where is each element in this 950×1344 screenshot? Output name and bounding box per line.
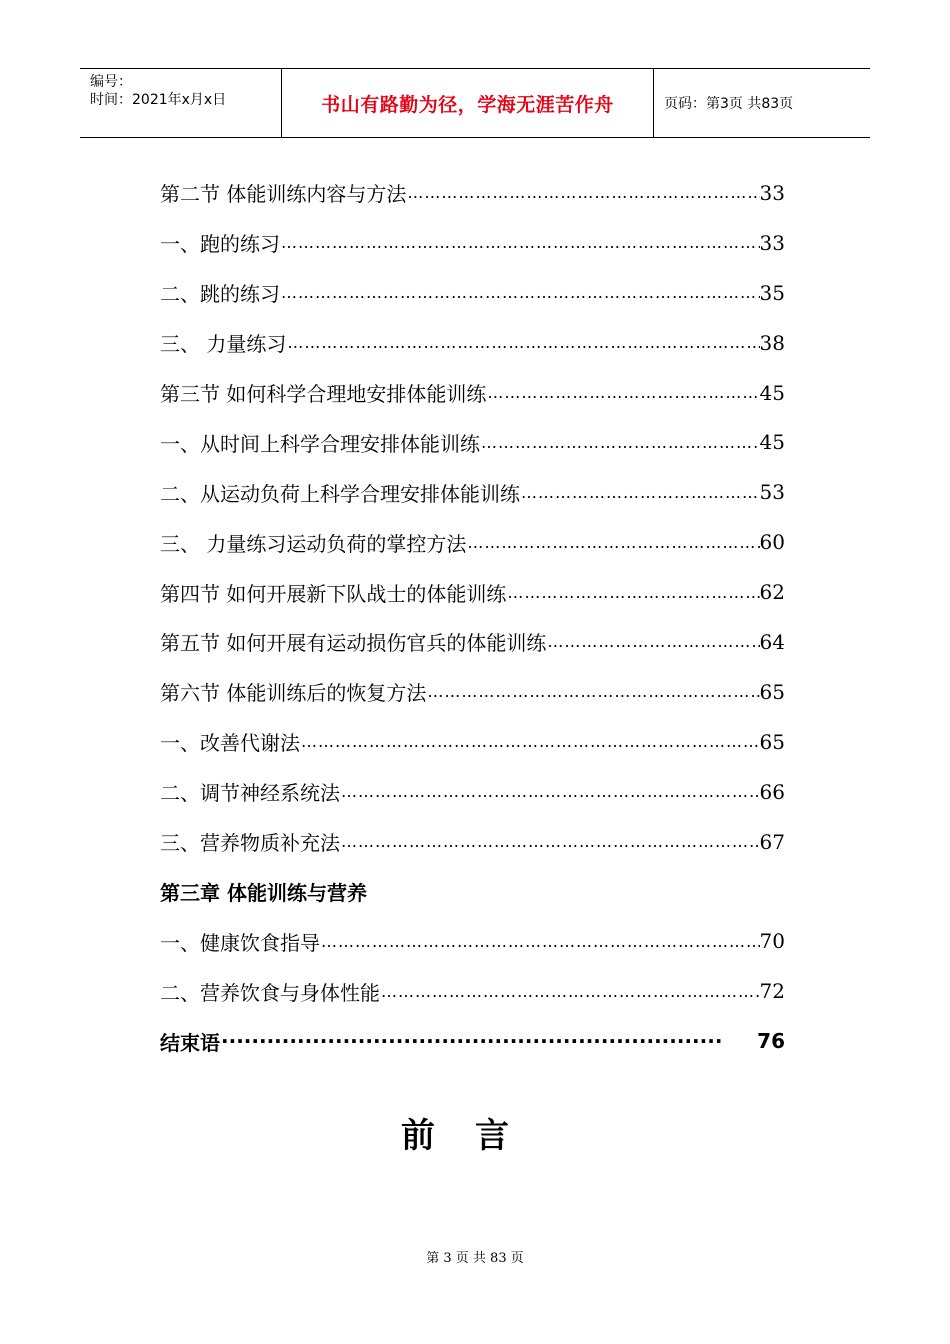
toc-entry-title: 第五节 如何开展有运动损伤官兵的体能训练 bbox=[160, 631, 547, 656]
toc-entry-page: 35 bbox=[759, 280, 785, 305]
toc-leader-dots bbox=[486, 383, 759, 402]
toc-entry-title: 二、营养饮食与身体性能 bbox=[160, 980, 380, 1005]
toc-entry-page: 65 bbox=[759, 729, 785, 754]
toc-leader-dots bbox=[280, 283, 760, 302]
page-info-text: 页码：第3页 共83页 bbox=[664, 96, 794, 112]
toc-entry[interactable] bbox=[160, 966, 785, 1016]
toc-entry-title: 二、跳的练习 bbox=[160, 282, 280, 307]
toc-leader-dots bbox=[340, 782, 760, 801]
motto-text: 书山有路勤为径，学海无涯苦作舟 bbox=[321, 93, 614, 116]
toc-entry-page: 53 bbox=[759, 480, 785, 505]
toc-leader-dots bbox=[320, 932, 760, 951]
toc-entry[interactable] bbox=[160, 717, 785, 767]
toc-leader-dots bbox=[300, 732, 760, 751]
toc-entry-page: 64 bbox=[759, 629, 785, 654]
toc-entry[interactable] bbox=[160, 318, 785, 368]
toc-entry-title: 第三节 如何科学合理地安排体能训练 bbox=[160, 382, 487, 406]
toc-entry[interactable] bbox=[160, 1016, 785, 1066]
toc-entry-title: 第六节 体能训练后的恢复方法 bbox=[160, 681, 427, 706]
toc-entry[interactable] bbox=[160, 417, 785, 467]
preface-title: 前言 bbox=[401, 1116, 549, 1156]
header-motto-cell bbox=[282, 69, 654, 137]
toc-leader-dots bbox=[506, 583, 759, 602]
toc-entry-page: 38 bbox=[759, 330, 785, 355]
toc-entry-title: 结束语 bbox=[160, 1030, 220, 1055]
toc-entry-title: 第三章 体能训练与营养 bbox=[160, 880, 367, 905]
toc-entry-title: 一、改善代谢法 bbox=[160, 731, 300, 756]
toc-entry-page: 33 bbox=[759, 180, 785, 205]
toc-leader-dots bbox=[380, 982, 760, 1001]
toc-leader-dots bbox=[520, 483, 760, 502]
toc-entry[interactable] bbox=[160, 368, 785, 418]
toc-entry[interactable] bbox=[160, 667, 785, 717]
toc-entry-page: 66 bbox=[759, 779, 785, 804]
toc-entry[interactable] bbox=[160, 866, 785, 916]
toc-entry-page: 33 bbox=[759, 230, 785, 255]
toc-entry-title: 一、健康饮食指导 bbox=[160, 930, 320, 955]
toc-entry-title: 一、从时间上科学合理安排体能训练 bbox=[160, 431, 480, 456]
time-label: 时间：2021年x月x日 bbox=[90, 92, 227, 108]
toc-entry-title: 二、从运动负荷上科学合理安排体能训练 bbox=[160, 481, 520, 506]
toc-entry-title: 一、跑的练习 bbox=[160, 232, 280, 257]
toc-entry-title: 三、 力量练习 bbox=[160, 332, 287, 357]
toc-leader-dots bbox=[406, 183, 759, 202]
toc-entry[interactable] bbox=[160, 218, 785, 268]
toc-entry-title: 二、调节神经系统法 bbox=[160, 781, 340, 806]
toc-entry[interactable] bbox=[160, 168, 785, 218]
toc-leader-dots bbox=[280, 233, 760, 252]
header-meta bbox=[80, 69, 282, 137]
toc-leader-dots bbox=[426, 682, 759, 701]
toc-entry[interactable] bbox=[160, 467, 785, 517]
toc-entry-page: 45 bbox=[759, 430, 785, 455]
toc-entry-page: 72 bbox=[759, 979, 785, 1004]
toc-entry-page: 67 bbox=[759, 829, 785, 854]
toc-leader-dots bbox=[546, 632, 759, 651]
toc-leader-dots bbox=[286, 333, 759, 352]
toc-entry-title: 第二节 体能训练内容与方法 bbox=[160, 182, 407, 207]
toc-entry-title: 第四节 如何开展新下队战士的体能训练 bbox=[160, 581, 507, 606]
toc-entry[interactable] bbox=[160, 517, 785, 567]
table-of-contents bbox=[160, 168, 785, 1066]
header-page-info bbox=[654, 69, 870, 137]
toc-entry-page: 62 bbox=[759, 580, 785, 605]
toc-leader-dots bbox=[220, 1029, 757, 1053]
toc-entry-title: 三、 力量练习运动负荷的掌控方法 bbox=[160, 531, 467, 556]
document-header bbox=[80, 68, 870, 138]
toc-entry-page: 60 bbox=[759, 530, 785, 555]
toc-entry[interactable] bbox=[160, 916, 785, 966]
toc-entry-page: 65 bbox=[759, 679, 785, 704]
page-footer: 第 3 页 共 83 页 bbox=[426, 1251, 524, 1266]
toc-entry-page: 70 bbox=[759, 929, 785, 954]
toc-entry-title: 三、营养物质补充法 bbox=[160, 831, 340, 856]
toc-leader-dots bbox=[480, 433, 760, 452]
toc-entry-page: 45 bbox=[759, 380, 785, 405]
toc-entry[interactable] bbox=[160, 817, 785, 867]
toc-entry[interactable] bbox=[160, 268, 785, 318]
toc-entry-page: 76 bbox=[757, 1029, 785, 1054]
toc-entry[interactable] bbox=[160, 767, 785, 817]
code-label: 编号： bbox=[90, 74, 132, 90]
toc-leader-dots bbox=[340, 832, 760, 851]
toc-entry[interactable] bbox=[160, 617, 785, 667]
toc-leader-dots bbox=[466, 533, 759, 552]
toc-entry[interactable] bbox=[160, 567, 785, 617]
